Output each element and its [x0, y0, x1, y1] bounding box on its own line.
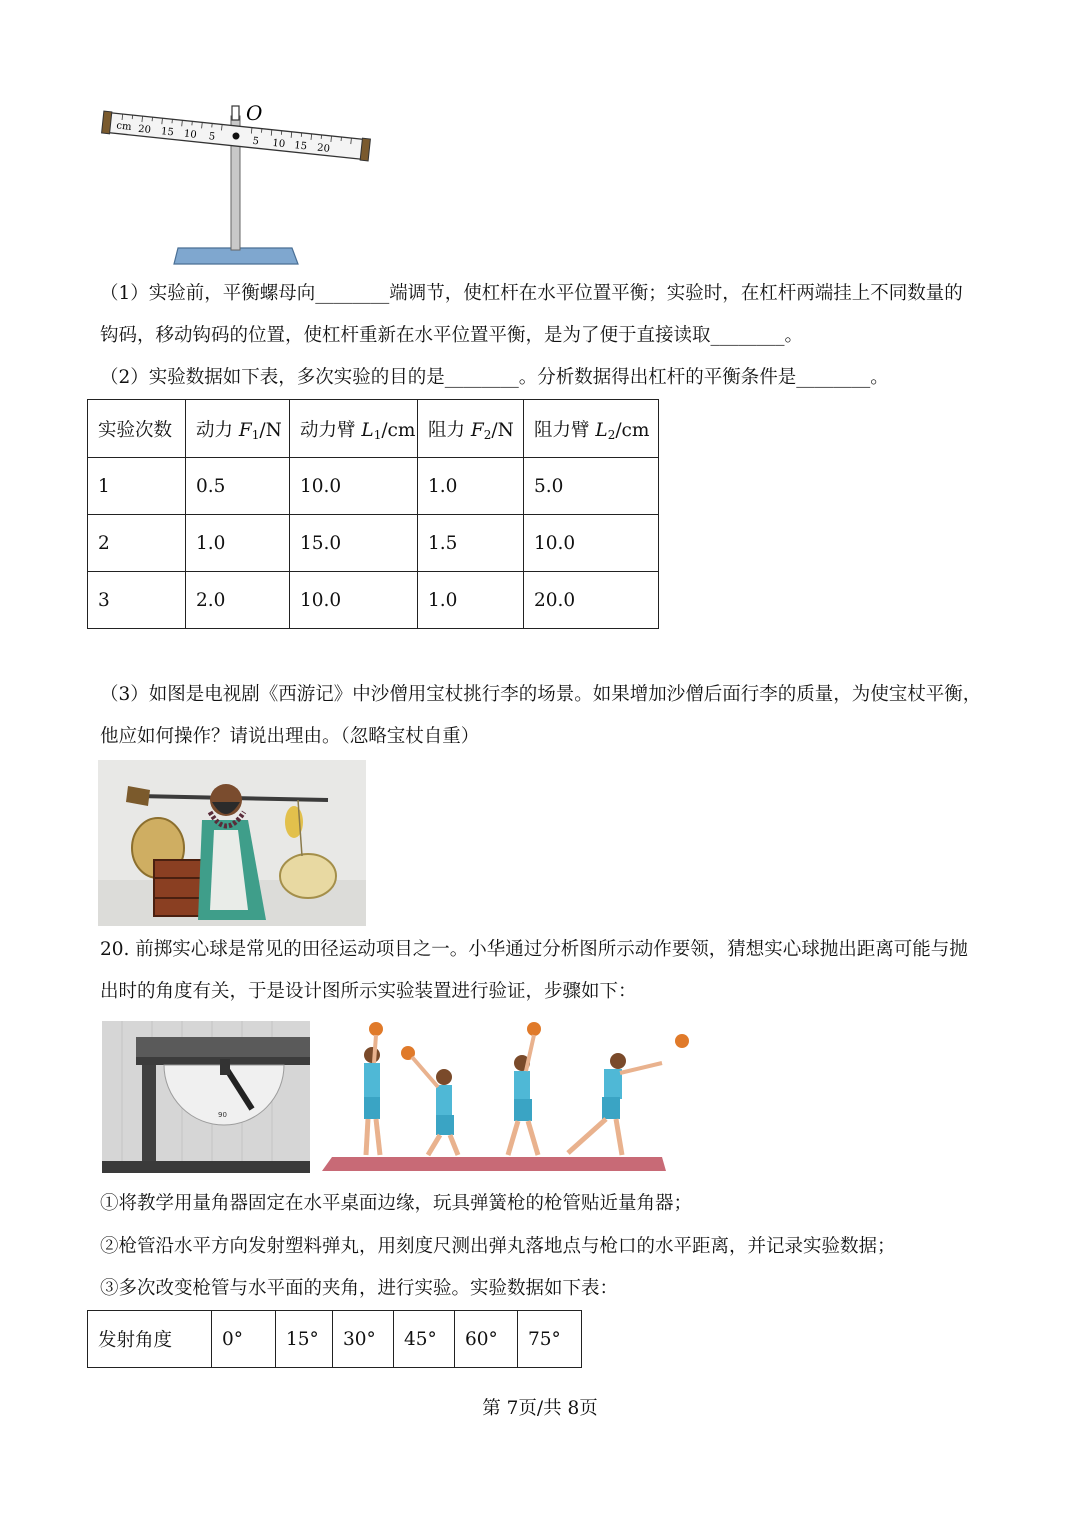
lever-data-table: [87, 399, 659, 629]
q20-step3: ③多次改变枪管与水平面的夹角，进行实验。实验数据如下表：: [100, 1278, 619, 1299]
cell-l2: 5.0: [524, 458, 659, 515]
cell-l1: 10.0: [290, 572, 418, 629]
q19-part3-line1: （3）如图是电视剧《西游记》中沙僧用宝杖挑行李的场景。如果增加沙僧后面行李的质量，为使宝杖平衡，: [100, 684, 982, 705]
cell-f2: 1.5: [418, 515, 524, 572]
q20-intro-line2: 出时的角度有关，于是设计图所示实验装置进行验证，步骤如下：: [100, 981, 637, 1002]
table-row: [88, 458, 659, 515]
cell-trial: 3: [88, 572, 186, 629]
cell-trial: 1: [88, 458, 186, 515]
cell-launch-angle-label: 发射角度: [88, 1311, 212, 1368]
scale-unit: cm: [115, 120, 132, 133]
right-tick-15: 15: [293, 140, 308, 153]
q19-part3-line2: 他应如何操作？请说出理由。（忽略宝杖自重）: [100, 726, 480, 747]
cell-l2: 10.0: [524, 515, 659, 572]
cell-l1: 15.0: [290, 515, 418, 572]
left-tick-10: 10: [183, 128, 198, 141]
q20-intro-line1: 20. 前掷实心球是常见的田径运动项目之一。小华通过分析图所示动作要领，猜想实心球抛出距离可能与抛: [100, 939, 968, 960]
header-effort-arm: 动力臂 $L_1/cm$: [290, 400, 418, 458]
q20-step1: ①将教学用量角器固定在水平桌面边缘，玩具弹簧枪的枪管贴近量角器；: [100, 1193, 693, 1214]
header-load-arm: 阻力臂 $L_2/cm$: [524, 400, 659, 458]
left-tick-15: 15: [160, 126, 175, 139]
header-trial: 实验次数: [88, 400, 186, 458]
header-load-force: 阻力 $F_2/N$: [418, 400, 524, 458]
shot-put-sequence: [322, 1021, 692, 1173]
cell-l1: 10.0: [290, 458, 418, 515]
right-tick-10: 10: [271, 137, 286, 151]
left-tick-20: 20: [137, 123, 152, 137]
launch-angle-table: [87, 1310, 582, 1368]
cell-trial: 2: [88, 515, 186, 572]
table-row: [88, 1311, 582, 1368]
cell-l2: 20.0: [524, 572, 659, 629]
cell-f2: 1.0: [418, 458, 524, 515]
cell-f1: 1.0: [186, 515, 290, 572]
cell-f2: 1.0: [418, 572, 524, 629]
lever-figure: [96, 96, 386, 276]
right-tick-20: 20: [316, 142, 331, 155]
cell-angle-60: 60°: [455, 1311, 518, 1368]
q19-part1-line1: （1）实验前，平衡螺母向________端调节，使杠杆在水平位置平衡；实验时，在杠杆两端挂上不同数量的: [100, 283, 963, 304]
header-effort-force: 动力 $F_1/N$: [186, 400, 290, 458]
protractor-desk-photo: [102, 1021, 310, 1173]
table-row: [88, 515, 659, 572]
page-footer: 第 7页/共 8页: [482, 1398, 598, 1419]
table-header-row: [88, 400, 659, 458]
q20-step2: ②枪管沿水平方向发射塑料弹丸，用刻度尺测出弹丸落地点与枪口的水平距离，并记录实验数据；: [100, 1236, 896, 1257]
q19-part2-line: （2）实验数据如下表，多次实验的目的是________。分析数据得出杠杆的平衡条件是________。: [100, 367, 889, 388]
cell-angle-0: 0°: [212, 1311, 276, 1368]
cell-f1: 2.0: [186, 572, 290, 629]
q19-part1-line2: 钩码，移动钩码的位置，使杠杆重新在水平位置平衡，是为了便于直接读取________。: [100, 325, 804, 346]
pivot-label: O: [246, 101, 263, 125]
table-row: [88, 572, 659, 629]
cell-angle-15: 15°: [276, 1311, 333, 1368]
sha-seng-photo: [98, 760, 366, 926]
cell-angle-45: 45°: [394, 1311, 455, 1368]
cell-angle-30: 30°: [333, 1311, 394, 1368]
left-tick-5: 5: [208, 131, 216, 143]
cell-f1: 0.5: [186, 458, 290, 515]
protractor-90-mark: 90: [218, 1111, 227, 1119]
cell-angle-75: 75°: [518, 1311, 582, 1368]
right-tick-5: 5: [251, 135, 260, 148]
